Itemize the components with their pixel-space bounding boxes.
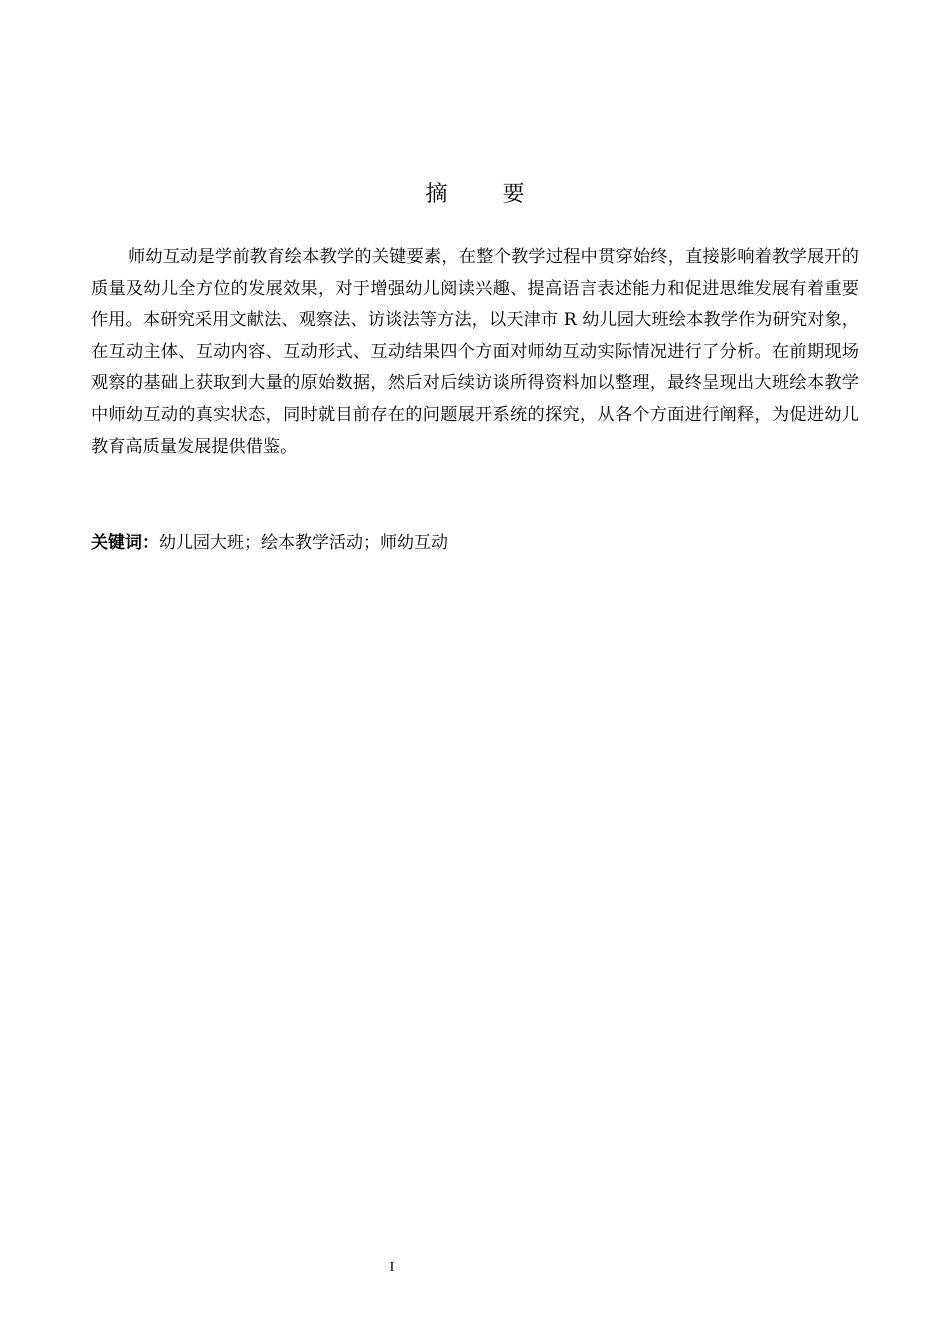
- page-number: I: [389, 1260, 395, 1275]
- abstract-title: 摘 要: [425, 182, 549, 207]
- keywords-text: 幼儿园大班；绘本教学活动；师幼互动: [159, 533, 448, 553]
- keywords-line: [91, 528, 859, 558]
- abstract-body: 师幼互动是学前教育绘本教学的关键要素，在整个教学过程中贯穿始终，直接影响着教学展开的质量及幼儿全方位的发展效果，对于增强幼儿阅读兴趣、提高语言表述能力和促进思维发展有着重要作用。本研究采用文献法、观察法、访谈法等方法，以天津市 R 幼儿园大班绘本教学作为研究对象，在互动主体、互动内容、互动形式、互动结果四个方面对师幼互动实际情况进行了分析。在前期现场观察的基础上获取到大量的原始数据，然后对后续访谈所得资料加以整理，最终呈现出大班绘本教学中师幼互动的真实状态，同时就目前存在的问题展开系统的探究，从各个方面进行阐释，为促进幼儿教育高质量发展提供借鉴。: [91, 247, 859, 457]
- keywords-label: 关键词：: [91, 533, 159, 553]
